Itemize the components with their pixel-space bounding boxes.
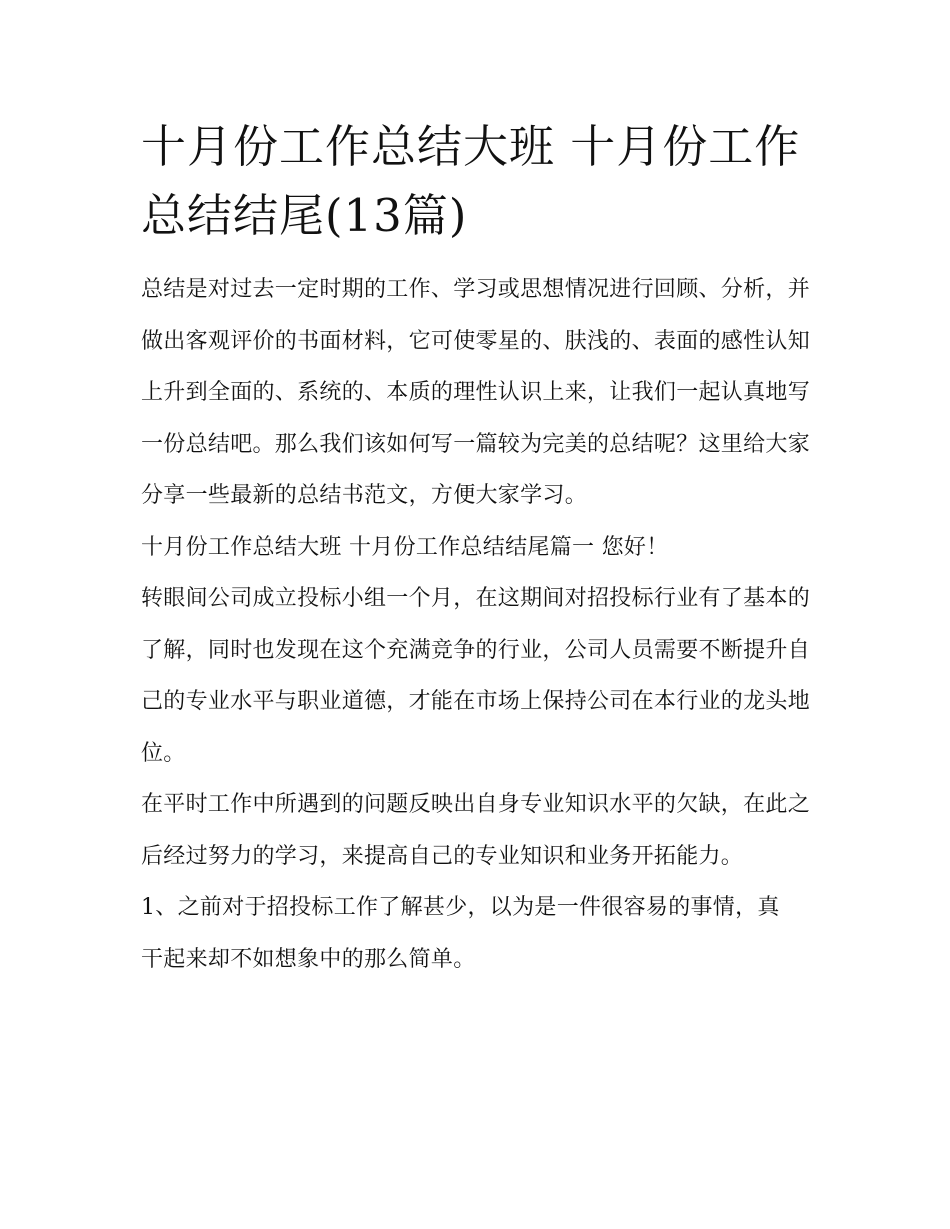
document-title: 十月份工作总结大班 十月份工作总结结尾(13篇): [141, 120, 801, 242]
section-heading-paragraph: 十月份工作总结大班 十月份工作总结结尾篇一 您好！: [141, 534, 669, 560]
body-paragraph: 转眼间公司成立投标小组一个月，在这期间对招投标行业有了基本的了解，同时也发现在这个充满竞争的行业，公司人员需要不断提升自己的专业水平与职业道德，才能在市场上保持公司在本行业的龙头地位。: [141, 586, 811, 766]
intro-paragraph: 总结是对过去一定时期的工作、学习或思想情况进行回顾、分析，并做出客观评价的书面材料，它可使零星的、肤浅的、表面的感性认知上升到全面的、系统的、本质的理性认识上来，让我们一起认真地写一份总结吧。那么我们该如何写一篇较为完美的总结呢？这里给大家分享一些最新的总结书范文，方便大家学习。: [141, 277, 811, 508]
list-item-paragraph: 1、之前对于招投标工作了解甚少，以为是一件很容易的事情，真干起来却不如想象中的那么简单。: [141, 895, 780, 972]
document-body: [141, 112, 813, 985]
body-paragraph: 在平时工作中所遇到的问题反映出自身专业知识水平的欠缺，在此之后经过努力的学习，来提高自己的专业知识和业务开拓能力。: [141, 792, 811, 869]
